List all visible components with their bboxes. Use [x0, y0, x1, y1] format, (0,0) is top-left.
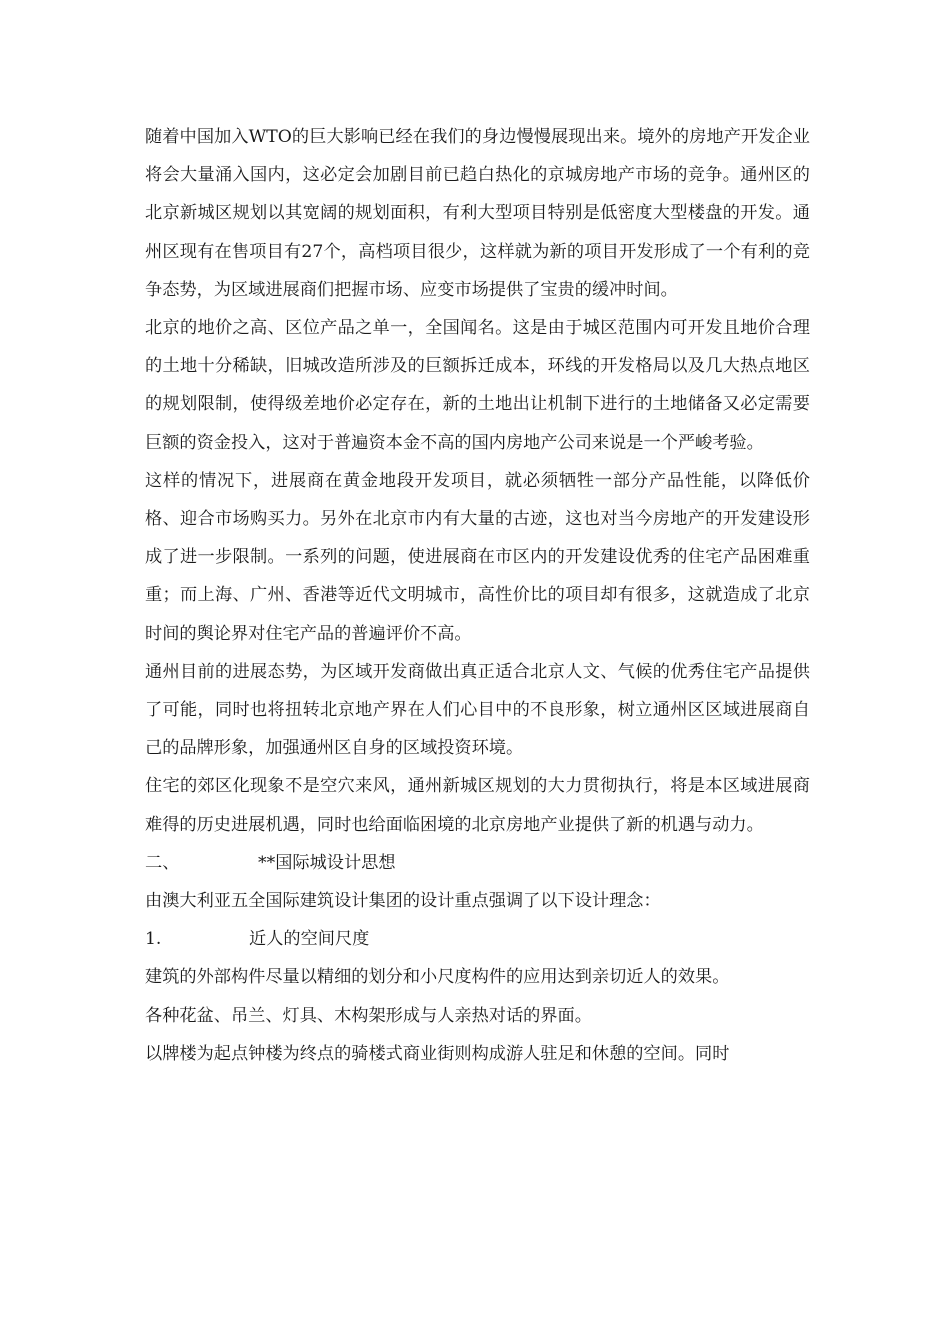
paragraph-design-intro: 由澳大利亚五全国际建筑设计集团的设计重点强调了以下设计理念：: [145, 891, 661, 912]
subheading-human-scale: [145, 920, 810, 958]
subheading-number: 1.: [145, 929, 162, 950]
paragraph-land-price: 北京的地价之高、区位产品之单一，全国闻名。这是由于城区范围内可开发且地价合理的土地十分稀缺，旧城改造所涉及的巨额拆迁成本，环线的开发格局以及几大热点地区的规划限制，使得级差地价必定存在，新的土地出让机制下进行的土地储备又必定需要巨额的资金投入，这对于普遍资本金不高的国内房地产公司来说是一个严峻考验。: [145, 318, 810, 453]
paragraph-wto-impact: 随着中国加入WTO的巨大影响已经在我们的身边慢慢展现出来。境外的房地产开发企业将会大量涌入国内，这必定会加剧目前已趋白热化的京城房地产市场的竞争。通州区的北京新城区规划以其宽阔的规划面积，有利大型项目特别是低密度大型楼盘的开发。通州区现有在售项目有27个，高档项目很少，这样就为新的项目开发形成了一个有利的竞争态势，为区域进展商们把握市场、应变市场提供了宝贵的缓冲时间。: [145, 127, 810, 300]
paragraph-tongzhou-trend: 通州目前的进展态势，为区域开发商做出真正适合北京人文、气候的优秀住宅产品提供了可能，同时也将扭转北京地产界在人们心目中的不良形象，树立通州区区域进展商自己的品牌形象，加强通州区自身的区域投资环境。: [145, 661, 810, 759]
section-number: 二、: [145, 852, 180, 873]
paragraph-exterior-components: 建筑的外部构件尽量以精细的划分和小尺度构件的应用达到亲切近人的效果。: [145, 967, 730, 988]
section-heading-design-concept: [145, 844, 810, 882]
subheading-title: 近人的空间尺度: [249, 929, 370, 950]
document-body: [145, 118, 810, 1073]
paragraph-developers-situation: 这样的情况下，进展商在黄金地段开发项目，就必须牺牲一部分产品性能，以降低价格、迎合市场购买力。另外在北京市内有大量的古迹，这也对当今房地产的开发建设形成了进一步限制。一系列的问题，使进展商在市区内的开发建设优秀的住宅产品困难重重；而上海、广州、香港等近代文明城市，高性价比的项目却有很多，这就造成了北京时间的舆论界对住宅产品的普遍评价不高。: [145, 470, 810, 644]
section-title: **国际城设计思想: [258, 852, 396, 873]
paragraph-arcade-street: 以牌楼为起点钟楼为终点的骑楼式商业街则构成游人驻足和休憩的空间。同时: [145, 1043, 730, 1064]
paragraph-suburbanization: 住宅的郊区化现象不是空穴来风，通州新城区规划的大力贯彻执行，将是本区域进展商难得的历史进展机遇，同时也给面临困境的北京房地产业提供了新的机遇与动力。: [145, 776, 810, 835]
paragraph-decor-elements: 各种花盆、吊兰、灯具、木构架形成与人亲热对话的界面。: [145, 1005, 592, 1026]
